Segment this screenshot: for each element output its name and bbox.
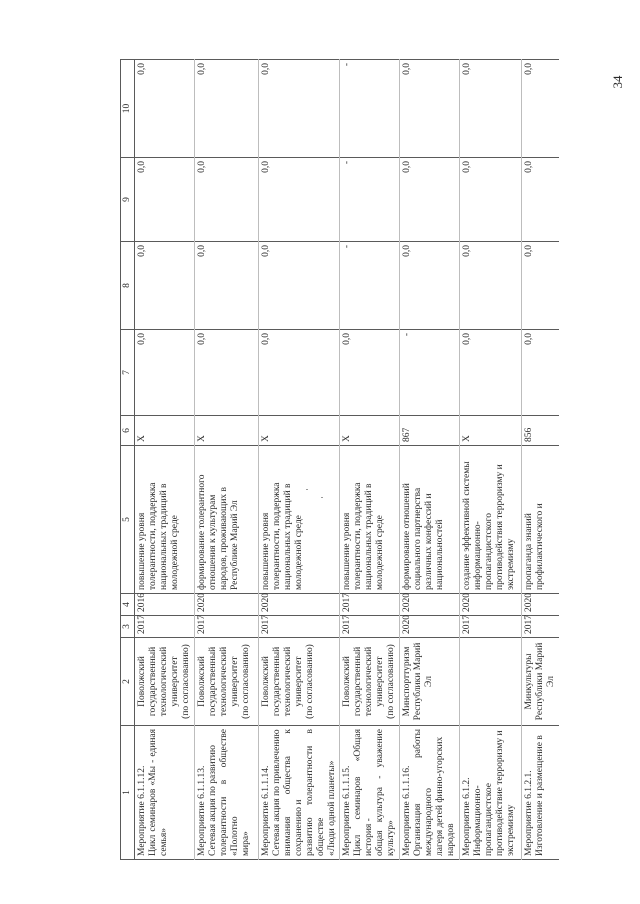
column-header: 6 (121, 416, 135, 446)
funding-cell: 0,0 (400, 242, 460, 330)
column-header: 5 (121, 446, 135, 594)
funding-cell: 0,0 (135, 158, 195, 242)
funding-cell: 0,0 (259, 330, 340, 416)
start-year-cell: 2017 (460, 616, 522, 638)
funding-cell: 0,0 (259, 158, 340, 242)
event-cell (195, 726, 259, 860)
column-header: 1 (121, 726, 135, 860)
event-cell-line: развитию толерантности в обществе (304, 729, 326, 856)
executor-cell-line: университет (169, 656, 180, 707)
funding-cell: 0,0 (195, 158, 259, 242)
result-cell-line: социального партнерства (413, 487, 424, 590)
event-cell (460, 726, 522, 860)
column-header: 2 (121, 638, 135, 726)
event-cell (340, 726, 400, 860)
indicator-cell: X (340, 416, 400, 446)
column-header: 3 (121, 616, 135, 638)
event-cell (400, 726, 460, 860)
page-number: 34 (610, 75, 625, 89)
result-cell (135, 446, 195, 594)
funding-cell: 0,0 (195, 242, 259, 330)
event-cell-line: мира» (240, 831, 251, 856)
event-cell-line: экстремизму (506, 804, 517, 856)
column-header: 4 (121, 594, 135, 616)
event-cell-line: внимания общества к сохранению и (282, 729, 304, 856)
result-cell-line: повышение уровня (137, 512, 147, 590)
table-row (259, 60, 340, 860)
funding-cell: 0,0 (135, 330, 195, 416)
executor-cell-line: государственный (353, 646, 364, 717)
result-cell (460, 446, 522, 594)
result-cell-line: толерантности, поддержка (353, 482, 364, 590)
executor-cell-line: Республики Марий Эл (535, 642, 557, 721)
result-cell (400, 446, 460, 594)
executor-cell-line: университет (293, 656, 304, 707)
result-cell-line: молодежной среде (169, 515, 180, 590)
indicator-cell: X (195, 416, 259, 446)
end-year-cell: 2020 (400, 594, 460, 616)
event-cell (259, 726, 340, 860)
executor-cell (340, 638, 400, 726)
end-year-cell: 2020 (259, 594, 340, 616)
funding-cell: - (340, 242, 400, 330)
funding-cell: 0,0 (135, 242, 195, 330)
start-year-cell: 2017 (340, 616, 400, 638)
funding-cell: - (340, 158, 400, 242)
result-cell-line: национальных традиций в (158, 483, 169, 590)
funding-cell: 0,0 (195, 60, 259, 158)
table-row (460, 60, 522, 860)
start-year-cell: 2017 (259, 616, 340, 638)
event-cell-line: Сетевая акция по привлечению (271, 729, 282, 856)
executor-cell-line: университет (229, 656, 240, 707)
program-events-table (120, 59, 559, 860)
executor-cell (259, 638, 340, 726)
executor-cell-line: Поволжский (342, 656, 353, 707)
event-cell (522, 726, 559, 860)
event-cell-line: противодействие терроризму и (495, 730, 506, 856)
result-cell-line: противодействия терроризму и (495, 464, 506, 590)
event-cell-line: Мероприятие 6.1.1.14. (261, 765, 271, 856)
start-year-cell: 2017 (135, 616, 195, 638)
result-cell-line: информационно- (473, 521, 484, 590)
indicator-cell: 867 (400, 416, 460, 446)
result-cell-line: формирование отношений (402, 483, 413, 590)
column-header: 9 (121, 158, 135, 242)
table-body (135, 60, 560, 860)
result-cell (259, 446, 340, 594)
executor-cell-line: (по согласованию) (386, 644, 397, 719)
rotated-table-page (120, 60, 557, 860)
result-cell-line: повышение уровня (261, 512, 271, 590)
column-header: 10 (121, 60, 135, 158)
funding-cell: - (340, 60, 400, 158)
executor-cell (135, 638, 195, 726)
result-cell (340, 446, 400, 594)
result-cell-line: экстремизму (506, 538, 517, 590)
result-cell-line: национальных традиций в (364, 483, 375, 590)
funding-cell: 0,0 (400, 60, 460, 158)
event-cell-line: Мероприятие 6.1.1.16. (402, 765, 413, 856)
funding-cell: 0,0 (340, 330, 400, 416)
column-header: 7 (121, 330, 135, 416)
start-year-cell: 2017 (195, 616, 259, 638)
executor-cell-line: Республики Марий Эл (413, 642, 435, 721)
event-cell-line: Мероприятие 6.1.2.1. (524, 770, 535, 856)
funding-cell: 0,0 (400, 158, 460, 242)
executor-cell-line: государственный (271, 646, 282, 717)
executor-cell-line: Поволжский (197, 656, 207, 707)
indicator-cell: X (460, 416, 522, 446)
event-cell-line: Мероприятие 6.1.1.13. (197, 765, 207, 856)
executor-cell-line: государственный (147, 646, 158, 717)
executor-cell-line: Минкультуры (524, 653, 535, 710)
event-cell-line: общая культура - уважение культур» (375, 729, 397, 856)
funding-cell: 0,0 (259, 60, 340, 158)
event-cell-line: Мероприятие 6.1.1.12. (137, 765, 147, 856)
start-year-cell: 2017 (522, 616, 559, 638)
event-cell-line: толерантности в обществе «Полотно (218, 729, 240, 856)
result-cell-line: толерантности, поддержка (147, 482, 158, 590)
funding-cell: 0,0 (522, 158, 559, 242)
executor-cell-line: (по согласованию) (240, 644, 251, 719)
end-year-cell: 2020 (195, 594, 259, 616)
event-cell-line: Мероприятие 6.1.2. (462, 777, 473, 856)
funding-cell: 0,0 (195, 330, 259, 416)
event-cell-line: народов (446, 823, 457, 856)
result-cell (195, 446, 259, 594)
executor-cell-line: технологический (158, 646, 169, 717)
executor-cell (460, 638, 522, 726)
funding-cell: 0,0 (460, 330, 522, 416)
result-cell-line: молодежной среде (293, 515, 304, 590)
executor-cell-line: технологический (282, 646, 293, 717)
table-header-row (121, 60, 135, 860)
funding-cell: 0,0 (135, 60, 195, 158)
event-cell-line: «Люди одной планеты» (326, 760, 337, 856)
executor-cell-line: (по согласованию) (304, 644, 315, 719)
executor-cell-line: технологический (218, 646, 229, 717)
end-year-cell: 2017 (340, 594, 400, 616)
funding-cell: 0,0 (460, 242, 522, 330)
event-cell-line: Цикл семинаров «Мы - единая семья» (147, 729, 169, 856)
end-year-cell: 2020 (522, 594, 559, 616)
result-cell-line: толерантности, поддержка (271, 482, 282, 590)
result-cell-line: пропагандистского (484, 513, 495, 590)
result-cell-line: формирование толерантного (197, 474, 207, 590)
executor-cell-line: университет (375, 656, 386, 707)
result-cell (522, 446, 559, 594)
table-row (135, 60, 195, 860)
executor-cell-line: (по согласованию) (180, 644, 191, 719)
event-cell (135, 726, 195, 860)
result-cell-line: народов, проживающих в (218, 486, 229, 590)
result-cell-line: национальных традиций в (282, 483, 293, 590)
table-row (195, 60, 259, 860)
event-cell-line: Изготовление и размещение в (535, 735, 546, 856)
executor-cell-line: Поволжский (137, 656, 147, 707)
event-cell-line: Информационно-пропагандистское (473, 783, 495, 856)
funding-cell: 0,0 (259, 242, 340, 330)
table-row (340, 60, 400, 860)
executor-cell-line: Минспорттуризм (402, 646, 413, 717)
indicator-cell: X (135, 416, 195, 446)
funding-cell: 0,0 (460, 158, 522, 242)
result-cell-line: молодежной среде (375, 515, 386, 590)
funding-cell: 0,0 (460, 60, 522, 158)
result-cell-line: пропаганда знаний (524, 513, 535, 590)
executor-cell (522, 638, 559, 726)
event-cell-line: Организация работы международного (413, 729, 435, 856)
event-cell-line: Сетевая акция по развитию (207, 745, 218, 856)
result-cell-line: Республике Марий Эл (229, 500, 240, 590)
end-year-cell: 2016 (135, 594, 195, 616)
start-year-cell: 2020 (400, 616, 460, 638)
result-cell-line: отношения к культурам (207, 494, 218, 590)
event-cell-line: лагеря детей финно-угорских (435, 736, 446, 856)
result-cell-line: национальностей (435, 519, 446, 590)
event-cell-line: Мероприятие 6.1.1.15. (342, 765, 353, 856)
indicator-cell: X (259, 416, 340, 446)
table-row (400, 60, 460, 860)
indicator-cell: 856 (522, 416, 559, 446)
executor-cell (400, 638, 460, 726)
funding-cell: 0,0 (522, 60, 559, 158)
table-row (522, 60, 559, 860)
executor-cell (195, 638, 259, 726)
result-cell-line: различных конфессий и (424, 493, 435, 590)
event-cell-line: Цикл семинаров «Общая история - (353, 729, 375, 856)
executor-cell-line: государственный (207, 646, 218, 717)
result-cell-line: профилактического и (535, 503, 546, 590)
result-cell-line: повышение уровня (342, 512, 353, 590)
funding-cell: - (400, 330, 460, 416)
executor-cell-line: технологический (364, 646, 375, 717)
executor-cell-line: Поволжский (261, 656, 271, 707)
column-header: 8 (121, 242, 135, 330)
funding-cell: 0,0 (522, 242, 559, 330)
funding-cell: 0,0 (522, 330, 559, 416)
result-cell-line: создание эффективной системы (462, 461, 473, 590)
end-year-cell: 2020 (460, 594, 522, 616)
